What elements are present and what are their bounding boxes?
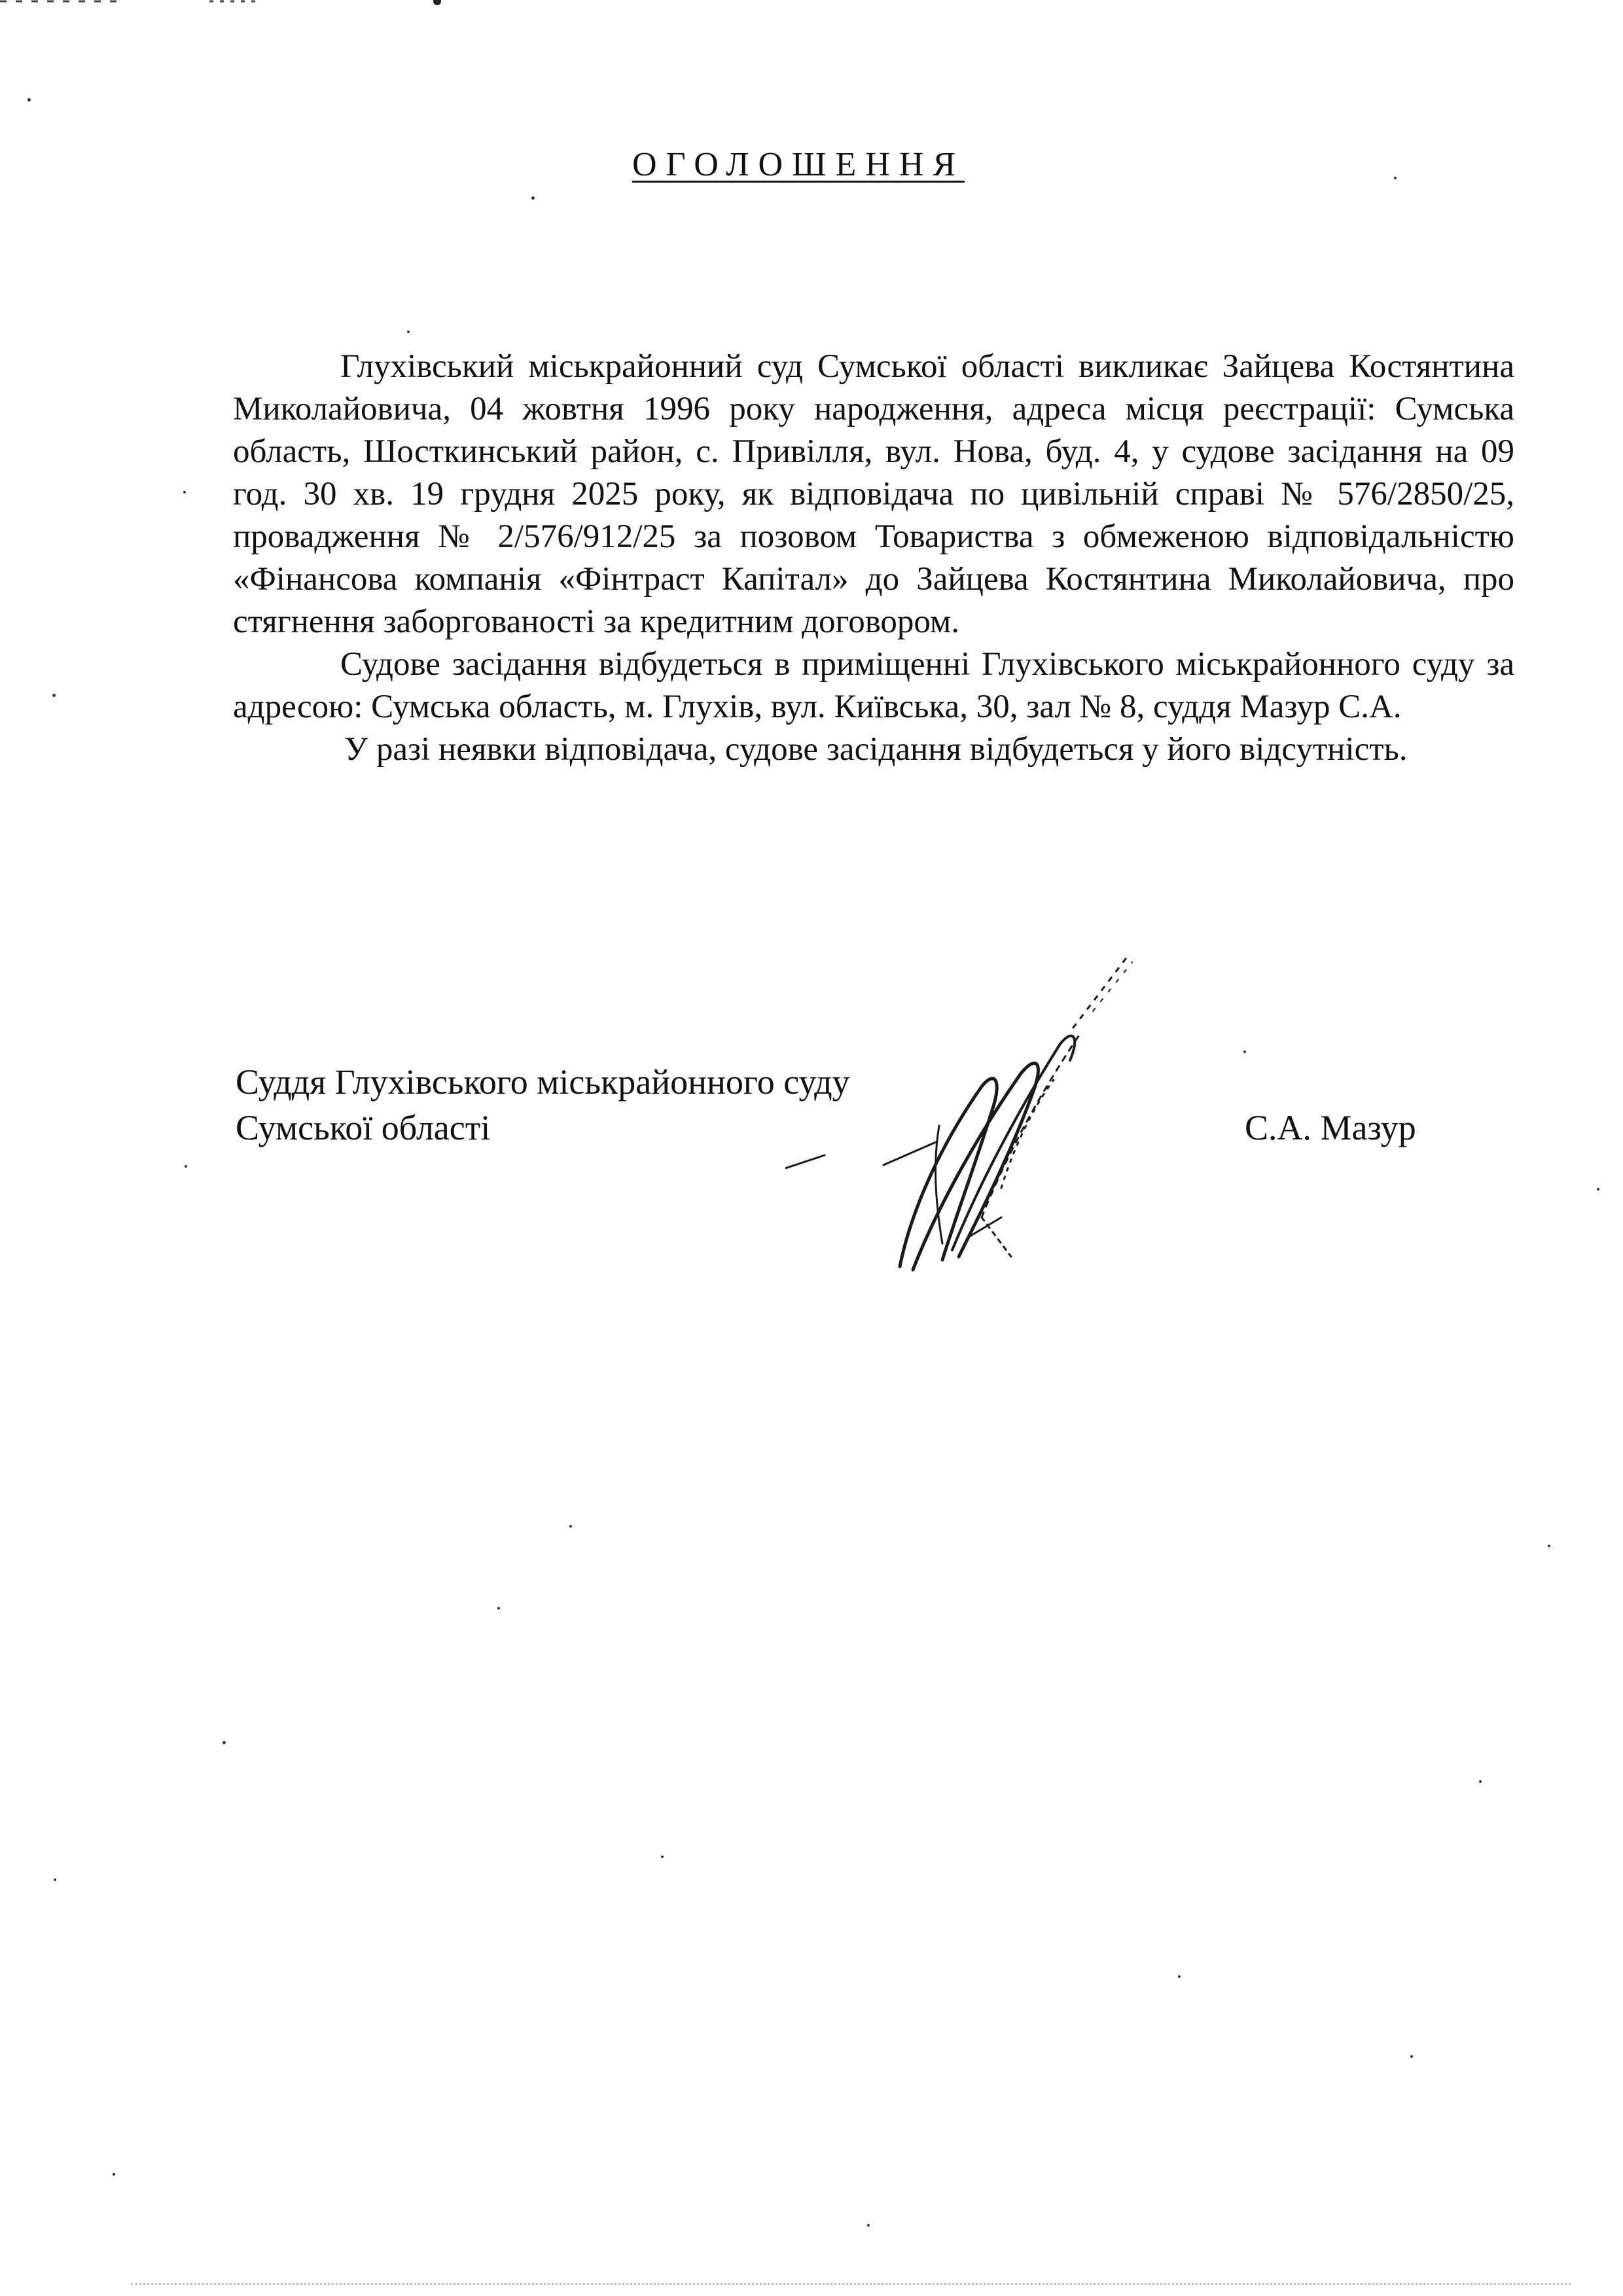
scan-speck [52, 694, 56, 697]
scan-speck [113, 2173, 115, 2176]
signatory-name: С.А. Мазур [1245, 1108, 1416, 1147]
scan-speck [183, 491, 186, 493]
scan-speck [185, 1165, 187, 1168]
handwritten-signature [785, 929, 1211, 1283]
scan-speck [54, 1878, 56, 1881]
signatory-position [236, 1059, 850, 1151]
scan-speck [223, 1741, 226, 1744]
scan-speck [1243, 1050, 1246, 1053]
signatory-position-line2: Сумської області [236, 1108, 491, 1147]
scan-speck [497, 1607, 500, 1609]
scan-bottom-edge [131, 2283, 1571, 2287]
announcement-body [233, 346, 1514, 771]
scan-speck [867, 2224, 870, 2227]
scan-speck [1410, 2055, 1413, 2058]
document-title: ОГОЛОШЕННЯ [632, 146, 965, 183]
scan-speck [661, 1856, 664, 1858]
scan-speck [407, 331, 410, 333]
paragraph-venue: Судове засідання відбудеться в приміщенні Глухівського міськрайонного суду за адресою: Сумська область, м. Глухів, вул. Київська, 30, зал № 8, суддя Мазур С.А. [233, 646, 1514, 725]
scan-speck [27, 98, 31, 101]
scan-speck [569, 1525, 572, 1528]
scan-speck [1597, 1188, 1599, 1191]
paragraph-absence-notice: У разі неявки відповідача, судове засідання відбудеться у його відсутність. [344, 731, 1408, 768]
scan-speck [1178, 1975, 1181, 1978]
signatory-position-line1: Суддя Глухівського міськрайонного суду [236, 1062, 850, 1102]
scan-speck [531, 196, 535, 200]
scan-speck [1394, 177, 1397, 179]
scan-speck [1548, 1545, 1550, 1547]
scan-top-marks [0, 0, 458, 5]
scan-speck [1479, 1780, 1482, 1783]
paragraph-summons: Глухівський міськрайонний суд Сумської області викликає Зайцева Костянтина Миколайовича, 04 жовтня 1996 року народження, адреса місця реєстрації: Сумська область, Шосткинський район, с. Привілля, вул. Нова, буд. 4, у судове засідання на 09 год. 30 хв. 19 грудня 2025 року, як відповідача по цивільній справі № 576/2850/25, провадження № 2/576/912/25 за позовом Товариства з обмеженою відповідальністю «Фінансова компанія «Фінтраст Капітал» до Зайцева Костянтина Миколайовича, про стягнення заборгованості за кредитним договором. [233, 348, 1514, 640]
